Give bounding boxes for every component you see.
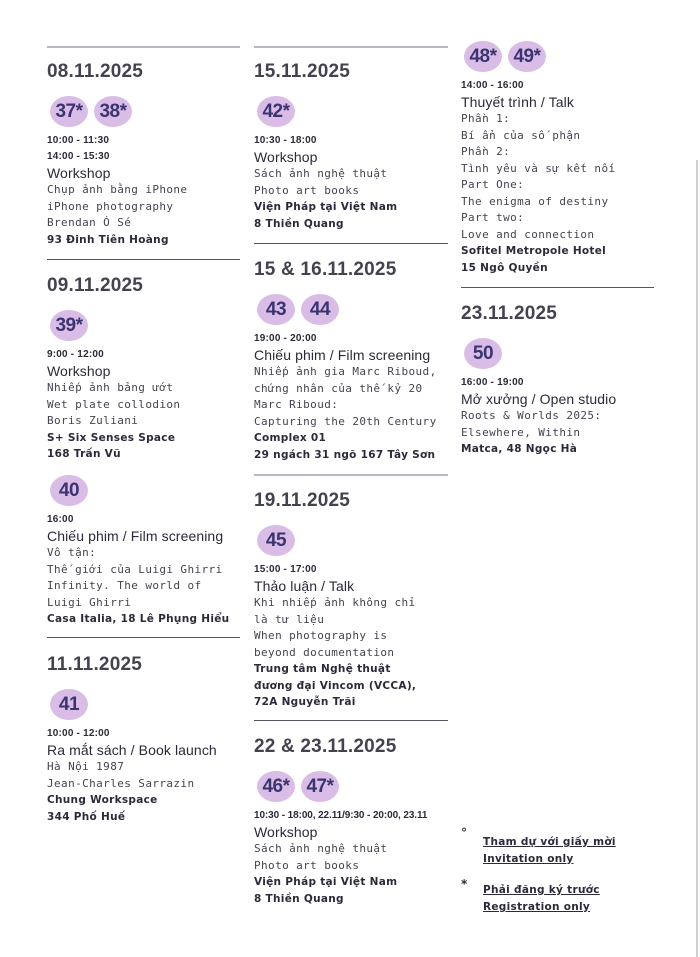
event-desc-line: chứng nhân của thế kỷ 20 (254, 381, 423, 395)
event-location: Trung tâm Nghệ thuật (254, 663, 391, 675)
event-number-badge: 37* (50, 96, 88, 127)
event-desc-line: The enigma of destiny (461, 194, 609, 208)
date-heading: 19.11.2025 (254, 490, 351, 511)
divider (254, 720, 448, 721)
event-location: S+ Six Senses Space (47, 431, 176, 444)
event-desc-line: iPhone photography (47, 199, 174, 213)
event-number-badges (50, 475, 88, 506)
event-desc-line: beyond documentation (254, 645, 395, 659)
date-heading: 11.11.2025 (47, 654, 142, 675)
event-desc-line: Love and connection (461, 227, 595, 241)
event-number-badges (50, 689, 88, 720)
legend-line: Tham dự với giấy mời (483, 836, 616, 848)
event-desc-line: Photo art books (254, 183, 360, 197)
event-time: 14:00 - 16:00 (461, 80, 524, 91)
event-type: Workshop (254, 149, 318, 165)
event-type: Chiếu phim / Film screening (254, 347, 431, 363)
event-desc-line: Luigi Ghirri (47, 595, 132, 609)
event-details (254, 331, 437, 463)
event-desc-line: Part One: (461, 178, 525, 191)
event-location: 72A Nguyễn Trãi (254, 696, 356, 708)
date-heading: 22 & 23.11.2025 (254, 736, 397, 757)
event-number-badge: 40 (50, 475, 88, 506)
divider (254, 243, 448, 244)
event-desc-line: Jean-Charles Sarrazin (47, 776, 195, 790)
event-desc-line: Elsewhere, Within (461, 425, 581, 439)
event-desc-line: Brendan Ó Sé (47, 216, 132, 229)
event-time: 10:00 - 11:30 (47, 135, 110, 146)
event-details (47, 133, 187, 248)
event-location: 15 Ngô Quyền (461, 261, 548, 274)
event-details (47, 512, 229, 628)
event-number-badge: 47* (301, 771, 339, 802)
event-type: Thuyết trình / Talk (461, 94, 574, 110)
date-heading: 15.11.2025 (254, 61, 351, 82)
event-number-badges (257, 771, 339, 802)
event-location: Casa Italia, 18 Lê Phụng Hiểu (47, 613, 230, 625)
event-desc-line: Photo art books (254, 858, 360, 872)
event-time: 10:30 - 18:00, 22.11/9:30 - 20:00, 23.11 (254, 810, 428, 821)
event-type: Chiếu phim / Film screening (47, 528, 224, 544)
event-desc-line: Roots & Worlds 2025: (461, 409, 602, 422)
event-desc-line: Nhiếp ảnh gia Marc Riboud, (254, 365, 437, 378)
date-heading: 08.11.2025 (47, 61, 144, 82)
event-location: đương đại Vincom (VCCA), (254, 679, 417, 692)
event-location: 29 ngách 31 ngõ 167 Tây Sơn (254, 448, 436, 461)
event-desc-line: Boris Zuliani (47, 414, 139, 427)
invitation-symbol: ° (461, 826, 467, 840)
event-location: 168 Trấn Vũ (47, 448, 121, 460)
event-details (461, 375, 616, 458)
event-number-badges (257, 96, 295, 127)
event-number-badge: 44 (301, 294, 339, 325)
event-time: 10:00 - 12:00 (47, 728, 110, 739)
event-number-badge: 41 (50, 689, 88, 720)
event-time: 16:00 (47, 514, 74, 525)
event-desc-line: Marc Riboud: (254, 398, 339, 411)
event-number-badge: 48* (464, 41, 502, 72)
divider (47, 637, 240, 638)
event-time: 10:30 - 18:00 (254, 135, 317, 146)
event-desc-line: Bí ẩn của số phận (461, 128, 581, 142)
event-type: Mở xưởng / Open studio (461, 391, 617, 407)
event-details (254, 808, 427, 907)
event-details (254, 133, 397, 232)
legend-line: Invitation only (483, 853, 574, 865)
event-time: 9:00 - 12:00 (47, 349, 104, 360)
legend-registration (461, 877, 600, 916)
event-desc-line: Part two: (461, 211, 525, 224)
registration-symbol: * (461, 877, 468, 891)
event-number-badges (257, 294, 339, 325)
event-location: 8 Thiền Quang (254, 892, 344, 905)
event-desc-line: When photography is (254, 629, 388, 642)
event-desc-line: Sách ảnh nghệ thuật (254, 842, 388, 855)
event-desc-line: Khi nhiếp ảnh không chỉ (254, 596, 416, 609)
divider (461, 287, 654, 288)
event-location: Sofitel Metropole Hotel (461, 245, 607, 257)
event-location: Viện Pháp tại Việt Nam (254, 201, 398, 213)
date-heading: 15 & 16.11.2025 (254, 259, 397, 280)
event-details (254, 562, 416, 711)
event-desc-line: Wet plate collodion (47, 397, 181, 411)
event-time: 19:00 - 20:00 (254, 333, 317, 344)
event-number-badges (257, 525, 295, 556)
date-heading: 09.11.2025 (47, 275, 144, 296)
event-number-badge: 45 (257, 525, 295, 556)
event-location: Complex 01 (254, 432, 327, 444)
event-desc-line: Vô tận: (47, 546, 97, 559)
event-type: Workshop (254, 824, 318, 840)
event-number-badge: 50 (464, 338, 502, 369)
divider (254, 46, 448, 48)
legend-registration-text (483, 877, 600, 916)
event-location: Chung Workspace (47, 794, 158, 806)
event-number-badge: 46* (257, 771, 295, 802)
event-desc-line: Phần 1: (461, 112, 511, 125)
divider (254, 474, 448, 476)
event-number-badges (464, 338, 502, 369)
event-location: Viện Pháp tại Việt Nam (254, 876, 398, 888)
event-desc-line: Capturing the 20th Century (254, 414, 437, 428)
event-desc-line: Phần 2: (461, 145, 511, 158)
event-details (461, 78, 616, 276)
event-number-badge: 43 (257, 294, 295, 325)
event-time: 15:00 - 17:00 (254, 564, 317, 575)
event-desc-line: Infinity. The world of (47, 579, 202, 592)
legend-line: Phải đăng ký trước (483, 884, 600, 896)
event-type: Ra mắt sách / Book launch (47, 742, 217, 758)
event-number-badges (50, 96, 132, 127)
event-desc-line: là tư liệu (254, 612, 325, 626)
event-details (47, 726, 217, 825)
event-number-badge: 38* (94, 96, 132, 127)
divider (47, 46, 240, 48)
event-number-badge: 42* (257, 96, 295, 127)
event-location: 8 Thiền Quang (254, 217, 344, 230)
legend-invitation-text (483, 826, 616, 868)
event-type: Workshop (47, 165, 111, 181)
event-type: Workshop (47, 363, 111, 379)
divider (47, 259, 240, 260)
event-location: 344 Phố Huế (47, 810, 126, 823)
event-desc-line: Sách ảnh nghệ thuật (254, 167, 388, 180)
event-location: Matca, 48 Ngọc Hà (461, 443, 578, 455)
event-number-badges (464, 41, 546, 72)
event-desc-line: Hà Nội 1987 (47, 760, 125, 773)
event-number-badges (50, 310, 88, 341)
legend-invitation (461, 826, 616, 868)
event-desc-line: Chụp ảnh bằng iPhone (47, 183, 188, 196)
event-details (47, 347, 180, 463)
event-desc-line: Nhiếp ảnh bảng ướt (47, 381, 174, 394)
event-desc-line: Thế giới của Luigi Ghirri (47, 562, 223, 576)
event-desc-line: Tình yêu và sự kết nối (461, 161, 616, 175)
event-time: 14:00 - 15:30 (47, 151, 110, 162)
legend-line: Registration only (483, 901, 591, 913)
event-time: 16:00 - 19:00 (461, 377, 524, 388)
page-edge-line (696, 160, 698, 957)
event-number-badge: 39* (50, 310, 88, 341)
event-number-badge: 49* (508, 41, 546, 72)
event-type: Thảo luận / Talk (254, 578, 355, 594)
date-heading: 23.11.2025 (461, 303, 558, 324)
event-location: 93 Đinh Tiên Hoàng (47, 233, 169, 246)
